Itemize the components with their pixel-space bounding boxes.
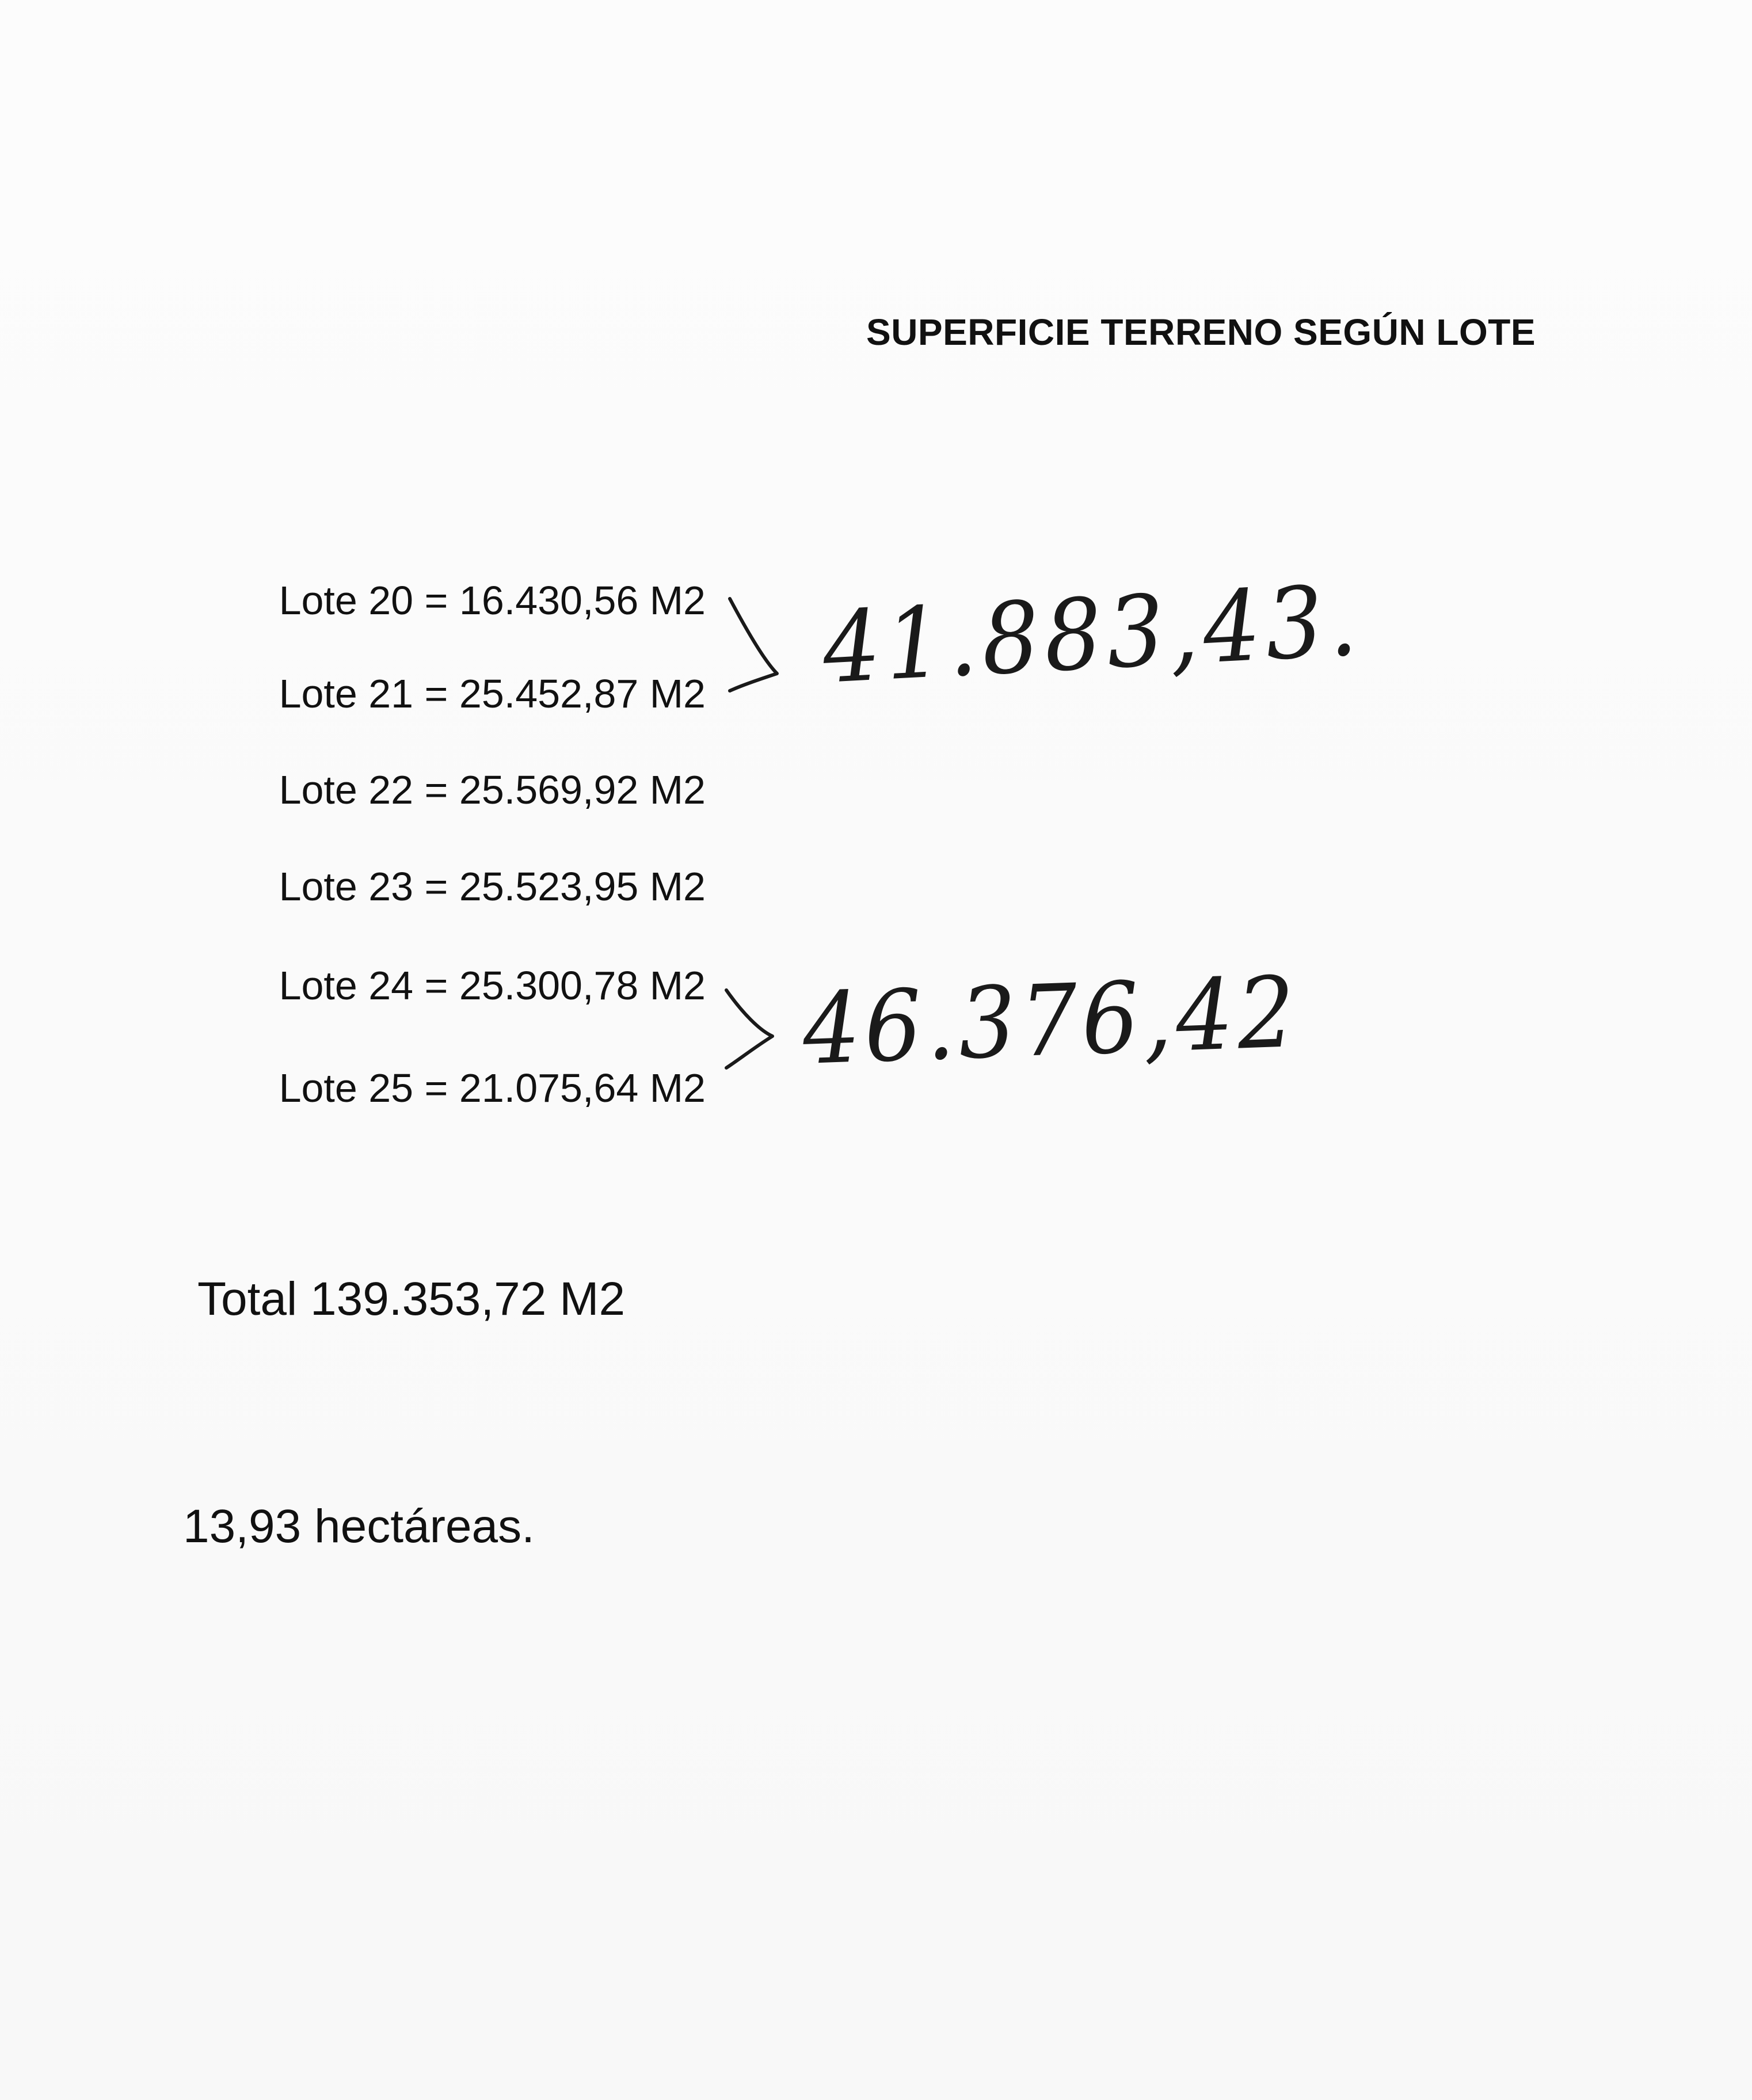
bracket-mark [726, 990, 772, 1068]
lot-line: Lote 24 = 25.300,78 M2 [279, 963, 706, 1008]
total-line: Total 139.353,72 M2 [197, 1273, 626, 1325]
hectares-line: 13,93 hectáreas. [183, 1500, 535, 1553]
handwritten-sum-20-21: 41.883,43. [820, 564, 1365, 706]
handwritten-sum-24-25: 46.376,42 [801, 955, 1301, 1087]
bracket-mark [730, 599, 777, 691]
lot-line: Lote 25 = 21.075,64 M2 [279, 1066, 706, 1110]
lot-line: Lote 20 = 16.430,56 M2 [279, 578, 706, 623]
document-title: SUPERFICIE TERRENO SEGÚN LOTE [866, 311, 1536, 353]
lot-line: Lote 22 = 25.569,92 M2 [279, 767, 706, 812]
lot-line: Lote 21 = 25.452,87 M2 [279, 671, 706, 716]
lot-line: Lote 23 = 25.523,95 M2 [279, 864, 706, 909]
